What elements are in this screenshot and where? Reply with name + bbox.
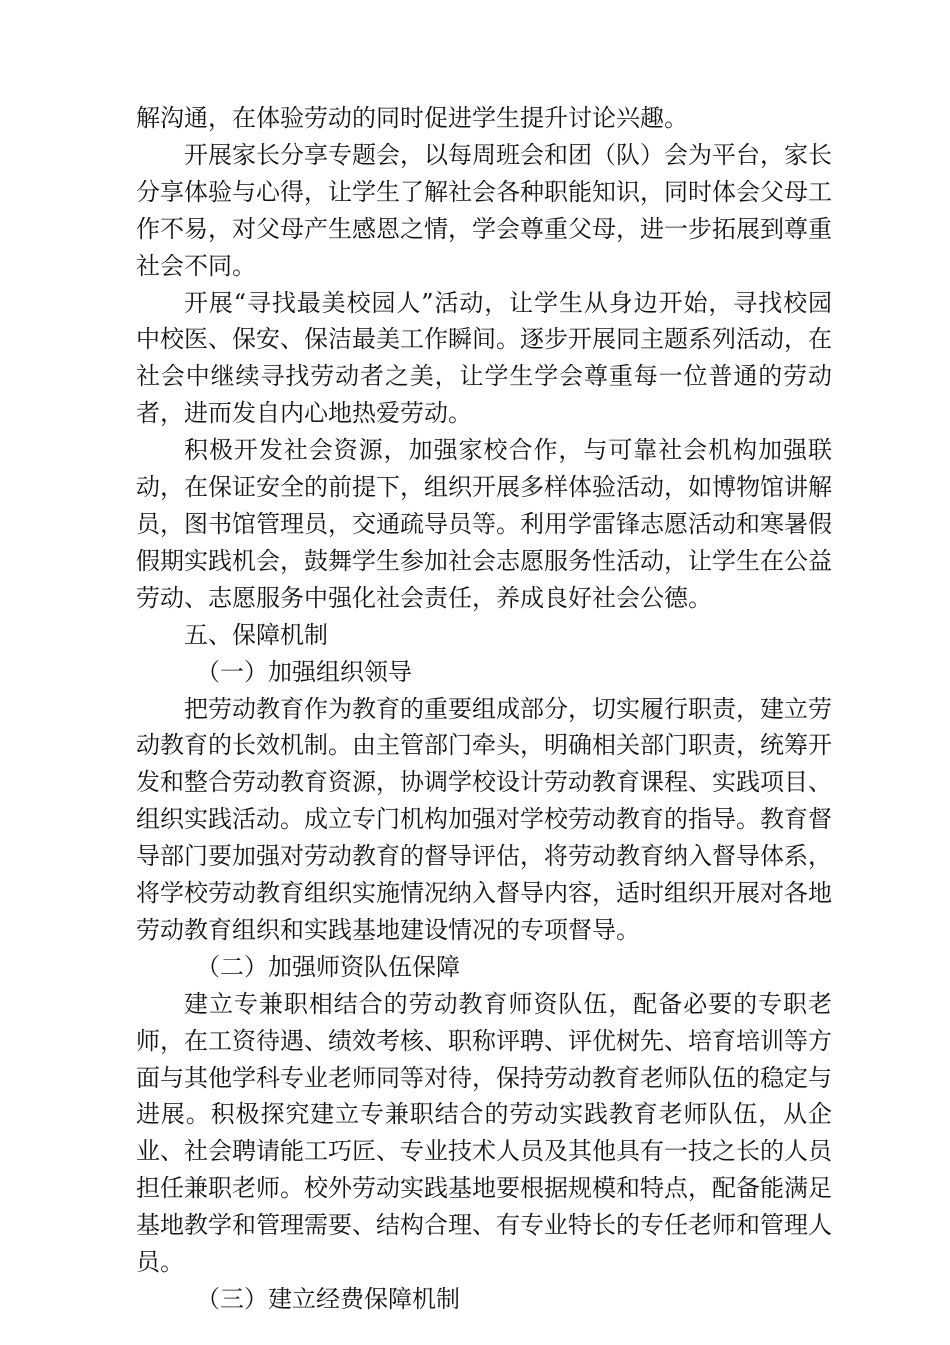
paragraph-parent-sharing: 开展家长分享专题会，以每周班会和团（队）会为平台，家长分享体验与心得，让学生了解社会各种职能知识，同时体会父母工作不易，对父母产生感恩之情，学会尊重父母，进一步拓展到尊重社会不同。 <box>136 140 832 280</box>
paragraph-campus-people: 开展“寻找最美校园人”活动，让学生从身边开始，寻找校园中校医、保安、保洁最美工作瞬间。逐步开展同主题系列活动，在社会中继续寻找劳动者之美，让学生学会尊重每一位普通的劳动者，进而发自内心地热爱劳动。 <box>136 288 832 428</box>
paragraph-continuation: 解沟通，在体验劳动的同时促进学生提升讨论兴趣。 <box>136 104 688 132</box>
subsection-heading-organization: （一）加强组织领导 <box>196 657 412 686</box>
paragraph-organization: 把劳动教育作为教育的重要组成部分，切实履行职责，建立劳动教育的长效机制。由主管部门牵头，明确相关部门职责，统筹开发和整合劳动教育资源，协调学校设计劳动教育课程、实践项目、组织实践活动。成立专门机构加强对学校劳动教育的指导。教育督导部门要加强对劳动教育的督导评估，将劳动教育纳入督导体系，将学校劳动教育组织实施情况纳入督导内容，适时组织开展对各地劳动教育组织和实践基地建设情况的专项督导。 <box>136 694 832 944</box>
paragraph-teachers: 建立专兼职相结合的劳动教育师资队伍，配备必要的专职老师，在工资待遇、绩效考核、职称评聘、评优树先、培育培训等方面与其他学科专业老师同等对待，保持劳动教育老师队伍的稳定与进展。积极探究建立专兼职结合的劳动实践教育老师队伍，从企业、社会聘请能工巧匠、专业技术人员及其他具有一技之长的人员担任兼职老师。校外劳动实践基地要根据规模和特点，配备能满足基地教学和管理需要、结构合理、有专业特长的专任老师和管理人员。 <box>136 989 832 1277</box>
document-body <box>136 100 832 1318</box>
subsection-heading-teachers: （二）加强师资队伍保障 <box>196 952 460 981</box>
subsection-heading-funding: （三）建立经费保障机制 <box>196 1285 460 1313</box>
section-heading-guarantee: 五、保障机制 <box>184 620 328 649</box>
paragraph-social-resources: 积极开发社会资源，加强家校合作，与可靠社会机构加强联动，在保证安全的前提下，组织开展多样体验活动，如博物馆讲解员，图书馆管理员，交通疏导员等。利用学雷锋志愿活动和寒暑假假期实践机会，鼓舞学生参加社会志愿服务性活动，让学生在公益劳动、志愿服务中强化社会责任，养成良好社会公德。 <box>136 436 832 612</box>
